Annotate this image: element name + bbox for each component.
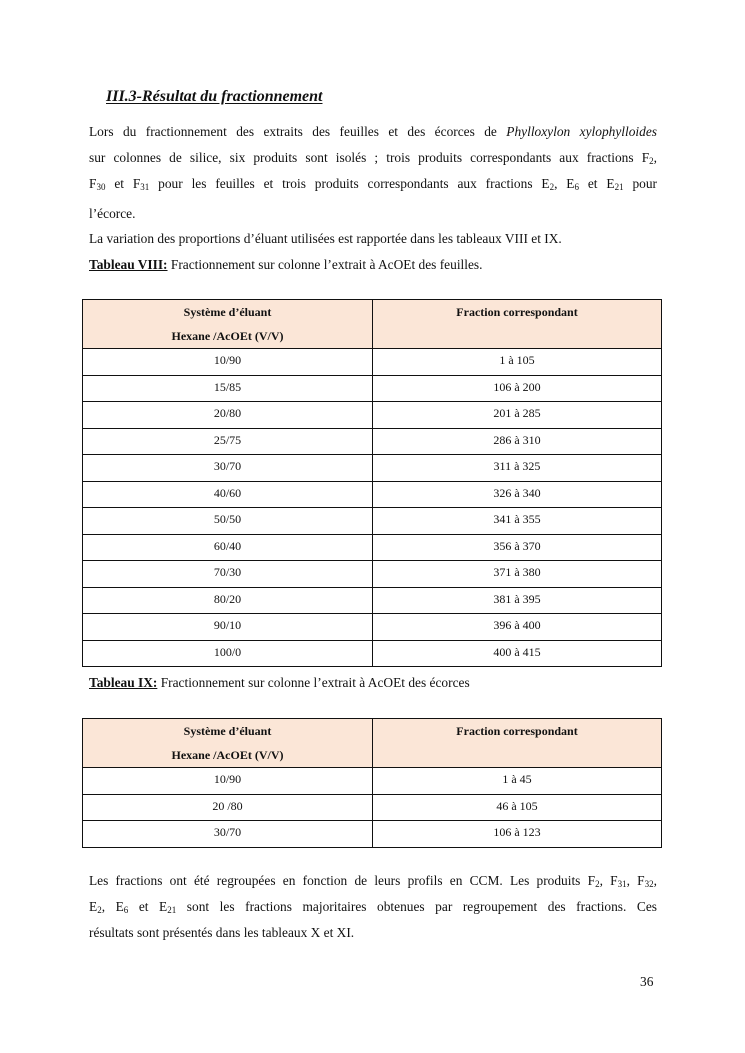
intro-line-2: sur colonnes de silice, six produits sont isolés ; trois produits correspondants aux fractions $F_2$, <box>89 150 657 166</box>
cell-eluant: 30/70 <box>83 821 373 848</box>
cell-fraction: 381 à 395 <box>373 587 662 614</box>
table-ix-caption-label: Tableau IX: <box>89 675 158 690</box>
cell-fraction: 106 à 123 <box>373 821 662 848</box>
cell-fraction: 46 à 105 <box>373 794 662 821</box>
cell-eluant: 10/90 <box>83 349 373 376</box>
cell-eluant: 20 /80 <box>83 794 373 821</box>
table-row <box>83 614 662 641</box>
table-header-row <box>83 300 662 349</box>
cell-fraction: 341 à 355 <box>373 508 662 535</box>
conclusion-line-2: $E_2$, $E_6$ et $E_{21}$ sont les fractions majoritaires obtenues par regroupement des fractions. Ces <box>89 899 658 915</box>
cell-fraction: 1 à 45 <box>373 768 662 795</box>
intro-line-4: l’écorce. <box>89 206 136 221</box>
cell-eluant: 15/85 <box>83 375 373 402</box>
section-title: III.3-Résultat du fractionnement <box>106 88 323 105</box>
table-ix-caption <box>89 673 470 693</box>
table-row <box>83 794 662 821</box>
table-ix <box>82 718 662 848</box>
table-row <box>83 534 662 561</box>
cell-fraction: 286 à 310 <box>373 428 662 455</box>
cell-eluant: 80/20 <box>83 587 373 614</box>
table-row <box>83 768 662 795</box>
table-header-row <box>83 719 662 768</box>
cell-eluant: 100/0 <box>83 640 373 667</box>
table-row <box>83 375 662 402</box>
table-row <box>83 508 662 535</box>
intro-line-3: $F_{30}$ et $F_{31}$ pour les feuilles et trois produits correspondants aux fractions $E_2$, $E_6$ et $E_{21}$ pour <box>89 176 657 192</box>
table-viii-caption <box>89 255 483 275</box>
cell-eluant: 25/75 <box>83 428 373 455</box>
header-eluant-system: Système d’éluant Hexane /AcOEt (V/V) <box>83 300 373 349</box>
intro-line-1: Lors du fractionnement des extraits des feuilles et des écorces de Phylloxylon xylophylloides <box>89 124 657 139</box>
cell-fraction: 400 à 415 <box>373 640 662 667</box>
intro-paragraph <box>89 119 657 197</box>
table-viii-caption-text: Fractionnement sur colonne l’extrait à AcOEt des feuilles. <box>167 257 483 272</box>
table-row <box>83 402 662 429</box>
cell-fraction: 311 à 325 <box>373 455 662 482</box>
conclusion-line-1: Les fractions ont été regroupées en fonction de leurs profils en CCM. Les produits $F_2$, $F_{31}$, $F_{32}$, <box>89 873 657 889</box>
table-row <box>83 455 662 482</box>
table-viii <box>82 299 662 667</box>
cell-eluant: 40/60 <box>83 481 373 508</box>
conclusion-paragraph <box>89 868 657 946</box>
table-row <box>83 821 662 848</box>
table-row <box>83 428 662 455</box>
header-eluant-system: Système d’éluant Hexane /AcOEt (V/V) <box>83 719 373 768</box>
intro-line-5: La variation des proportions d’éluant utilisées est rapportée dans les tableaux VIII et IX. <box>89 231 562 246</box>
table-row <box>83 481 662 508</box>
cell-fraction: 396 à 400 <box>373 614 662 641</box>
table-row <box>83 349 662 376</box>
table-row <box>83 561 662 588</box>
header-fraction: Fraction correspondant <box>373 719 662 768</box>
cell-eluant: 20/80 <box>83 402 373 429</box>
cell-eluant: 90/10 <box>83 614 373 641</box>
cell-eluant: 30/70 <box>83 455 373 482</box>
table-viii-caption-label: Tableau VIII: <box>89 257 168 272</box>
cell-eluant: 60/40 <box>83 534 373 561</box>
cell-eluant: 70/30 <box>83 561 373 588</box>
table-row <box>83 640 662 667</box>
cell-fraction: 371 à 380 <box>373 561 662 588</box>
cell-fraction: 106 à 200 <box>373 375 662 402</box>
cell-fraction: 356 à 370 <box>373 534 662 561</box>
species-name: Phylloxylon xylophylloides <box>506 124 657 139</box>
page-number: 36 <box>640 974 654 989</box>
table-row <box>83 587 662 614</box>
table-ix-caption-text: Fractionnement sur colonne l’extrait à AcOEt des écorces <box>157 675 470 690</box>
conclusion-line-3: résultats sont présentés dans les tableaux X et XI. <box>89 925 355 940</box>
cell-eluant: 50/50 <box>83 508 373 535</box>
cell-eluant: 10/90 <box>83 768 373 795</box>
header-fraction: Fraction correspondant <box>373 300 662 349</box>
cell-fraction: 201 à 285 <box>373 402 662 429</box>
cell-fraction: 1 à 105 <box>373 349 662 376</box>
cell-fraction: 326 à 340 <box>373 481 662 508</box>
